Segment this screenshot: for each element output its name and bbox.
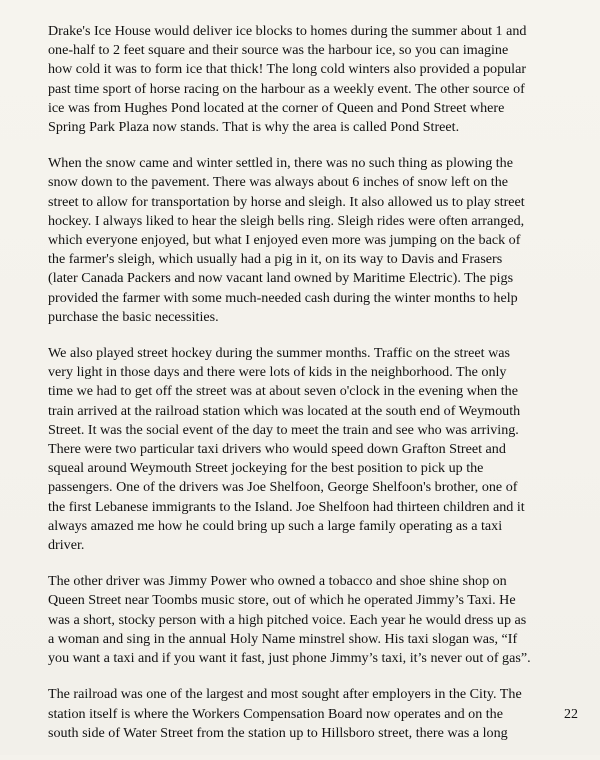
paragraph-railroad: The railroad was one of the largest and most sought after employers in the City. The station itself is where the Workers Compensation Board now operates and on the south side of Water Street from the station up to Hillsboro street, there was a long (48, 686, 522, 741)
paragraph-jimmy-power: The other driver was Jimmy Power who owned a tobacco and shoe shine shop on Queen Street near Toombs music store, out of which he operated Jimmy’s Taxi. He was a short, stocky person with a high pitched voice. Each year he would dress up as a woman and sing in the annual Holy Name minstrel show. His taxi slogan was, “If you want a taxi and if you want it fast, just phone Jimmy’s taxi, it’s never out of gas”. (48, 573, 531, 667)
paragraph-winter-snow: When the snow came and winter settled in, there was no such thing as plowing the snow down to the pavement. There was always about 6 inches of snow left on the street to allow for transportation by horse and sleigh. It also allowed us to play street hockey. I always liked to hear the sleigh bells ring. Sleigh rides were often arranged, which everyone enjoyed, but what I enjoyed even more was jumping on the back of the farmer's sleigh, which usually had a pig in it, on its way to Davis and Frasers (later Canada Packers and now vacant land owned by Maritime Electric). The pigs provided the farmer with some much-needed cash during the winter months to help purchase the basic necessities. (48, 155, 525, 325)
text-column (48, 22, 576, 760)
paragraph-ice-house: Drake's Ice House would deliver ice blocks to homes during the summer about 1 and one-half to 2 feet square and their source was the harbour ice, so you can imagine how cold it was to form ice that thick! The long cold winters also provided a popular past time sport of horse racing on the harbour as a weekly event. The other source of ice was from Hughes Pond located at the corner of Queen and Pond Street where Spring Park Plaza now stands. That is why the area is called Pond Street. (48, 23, 527, 136)
paragraph-street-hockey: We also played street hockey during the summer months. Traffic on the street was very light in those days and there were lots of kids in the neighborhood. The only time we had to get off the street was at about seven o'clock in the evening when the train arrived at the railroad station which was located at the south end of Weymouth Street. It was the social event of the day to meet the train and see who was arriving. There were two particular taxi drivers who would speed down Grafton Street and squeal around Weymouth Street jockeying for the best position to pick up the passengers. One of the drivers was Joe Shelfoon, George Shelfoon's brother, one of the first Lebanese immigrants to the Island. Joe Shelfoon had thirteen children and it always amazed me how he could bring up such a large family operating as a taxi driver. (48, 345, 525, 554)
page-number: 22 (564, 707, 578, 722)
